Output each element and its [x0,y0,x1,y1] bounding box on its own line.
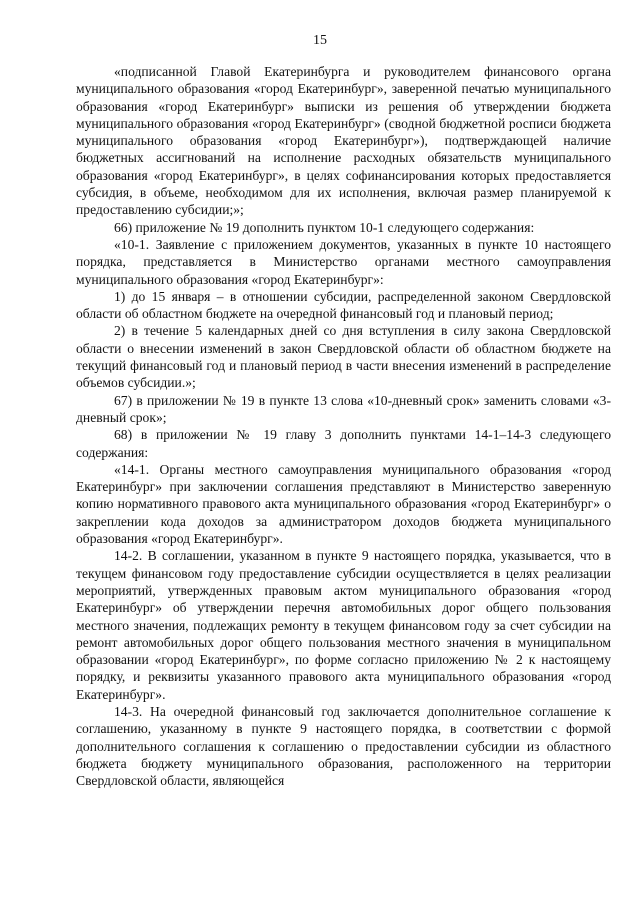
paragraph-item-14-1: «14-1. Органы местного самоуправления муниципального образования «город Екатеринбург» при заключении соглашения представляют в Министерство заверенную копию нормативного правового акта муниципального образования «город Екатеринбург» о закреплении кода доходов за администратором доходов бюджета муниципального образования «город Екатеринбург». [76,461,611,547]
paragraph-subitem-1: 1) до 15 января – в отношении субсидии, распределенной законом Свердловской области об областном бюджете на очередной финансовый год и плановый период; [76,288,611,322]
paragraph-item-10-1: «10-1. Заявление с приложением документов, указанных в пункте 10 настоящего порядка, представляется в Министерство органами местного самоуправления муниципального образования «город Екатеринбург»: [76,236,611,287]
paragraph-item-14-2: 14-2. В соглашении, указанном в пункте 9 настоящего порядка, указывается, что в текущем финансовом году предоставление субсидии осуществляется в целях реализации мероприятий, утвержденных правовым актом муниципального образования «город Екатеринбург» об утверждении перечня автомобильных дорог общего пользования местного значения, подлежащих ремонту в текущем финансовом году за счет субсидии на ремонт автомобильных дорог общего пользования местного значения в муниципальном образовании «город Екатеринбург», по форме согласно приложению № 2 к настоящему порядку, и реквизиты указанного правового акта муниципального образования «город Екатеринбург». [76,548,611,702]
paragraph-amendment-68: 68) в приложении № 19 главу 3 дополнить пунктами 14-1–14-3 следующего содержания: [76,427,611,460]
page-number: 15 [313,33,327,48]
paragraph-item-14-3: 14-3. На очередной финансовый год заключается дополнительное соглашение к соглашению, указанному в пункте 9 настоящего порядка, в соответствии с формой дополнительного соглашения к соглашению о предоставлении субсидии из областного бюджета бюджету муниципального образования, расположенного на территории Свердловской области, являющейся [76,703,611,789]
paragraph-amendment-66: 66) приложение № 19 дополнить пунктом 10-1 следующего содержания: [114,219,535,235]
paragraph-amendment-67: 67) в приложении № 19 в пункте 13 слова «10-дневный срок» заменить словами «3-дневный срок»; [76,392,611,425]
paragraph-continuation-clause: «подписанной Главой Екатеринбурга и руководителем финансового органа муниципального образования «город Екатеринбург», заверенной печатью муниципального образования «город Екатеринбург» выписки из решения об утверждении бюджета муниципального образования «город Екатеринбург» (сводной бюджетной росписи бюджета муниципального образования «город Екатеринбург»), подтверждающей наличие бюджетных ассигнований на исполнение расходных обязательств муниципального образования «город Екатеринбург», в целях софинансирования которых предоставляется субсидия, в объеме, необходимом для их исполнения, включая размер планируемой к предоставлению субсидии;»; [76,64,611,218]
paragraph-subitem-2: 2) в течение 5 календарных дней со дня вступления в силу закона Свердловской области о внесении изменений в закон Свердловской области об областном бюджете на текущий финансовый год и плановый период в части внесения изменений в распределение объемов субсидии.»; [76,323,611,391]
document-body [76,63,611,789]
